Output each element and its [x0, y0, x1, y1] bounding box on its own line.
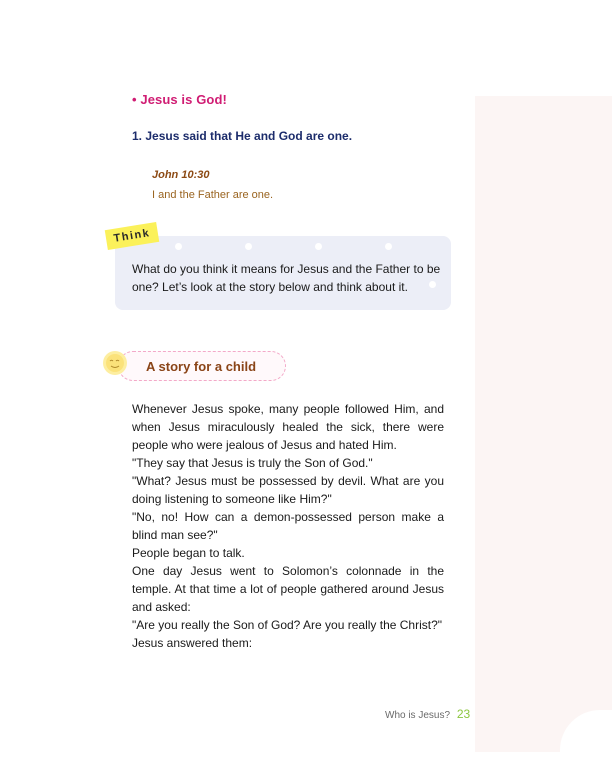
- think-text: What do you think it means for Jesus and the Father to be one? Let’s look at the story below and think about it.: [132, 262, 441, 294]
- story-paragraph: "What? Jesus must be possessed by devil. What are you doing listening to someone like Him?": [132, 474, 444, 506]
- verse-reference: John 10:30: [152, 169, 210, 181]
- story-paragraph: People began to talk.: [132, 546, 245, 560]
- binder-hole: [245, 243, 252, 250]
- story-paragraph: Whenever Jesus spoke, many people followed Him, and when Jesus miraculously healed the sick, there were people who were jealous of Jesus and hated Him.: [132, 402, 444, 452]
- story-paragraph: "They say that Jesus is truly the Son of God.": [132, 456, 373, 470]
- verse-text: I and the Father are one.: [152, 189, 274, 201]
- book-title: Who is Jesus?: [385, 710, 451, 721]
- story-body: [132, 400, 444, 652]
- page-number: 23: [456, 707, 471, 721]
- story-paragraph: "No, no! How can a demon-possessed person make a blind man see?": [132, 510, 444, 542]
- think-tag: Think: [105, 222, 159, 250]
- section-heading: • Jesus is God!: [132, 92, 227, 107]
- sun-icon: [101, 349, 129, 377]
- page-footer: [385, 707, 470, 721]
- story-title: A story for a child: [146, 359, 257, 374]
- story-paragraph: "Are you really the Son of God? Are you really the Christ?": [132, 618, 443, 632]
- binder-hole: [315, 243, 322, 250]
- binder-hole: [175, 243, 182, 250]
- story-paragraph: Jesus answered them:: [132, 636, 253, 650]
- binder-hole: [385, 243, 392, 250]
- section-subheading: 1. Jesus said that He and God are one.: [132, 129, 353, 143]
- story-paragraph: One day Jesus went to Solomon’s colonnade in the temple. At that time a lot of people gathered around Jesus and asked:: [132, 564, 444, 614]
- side-tab-decoration: [475, 96, 612, 752]
